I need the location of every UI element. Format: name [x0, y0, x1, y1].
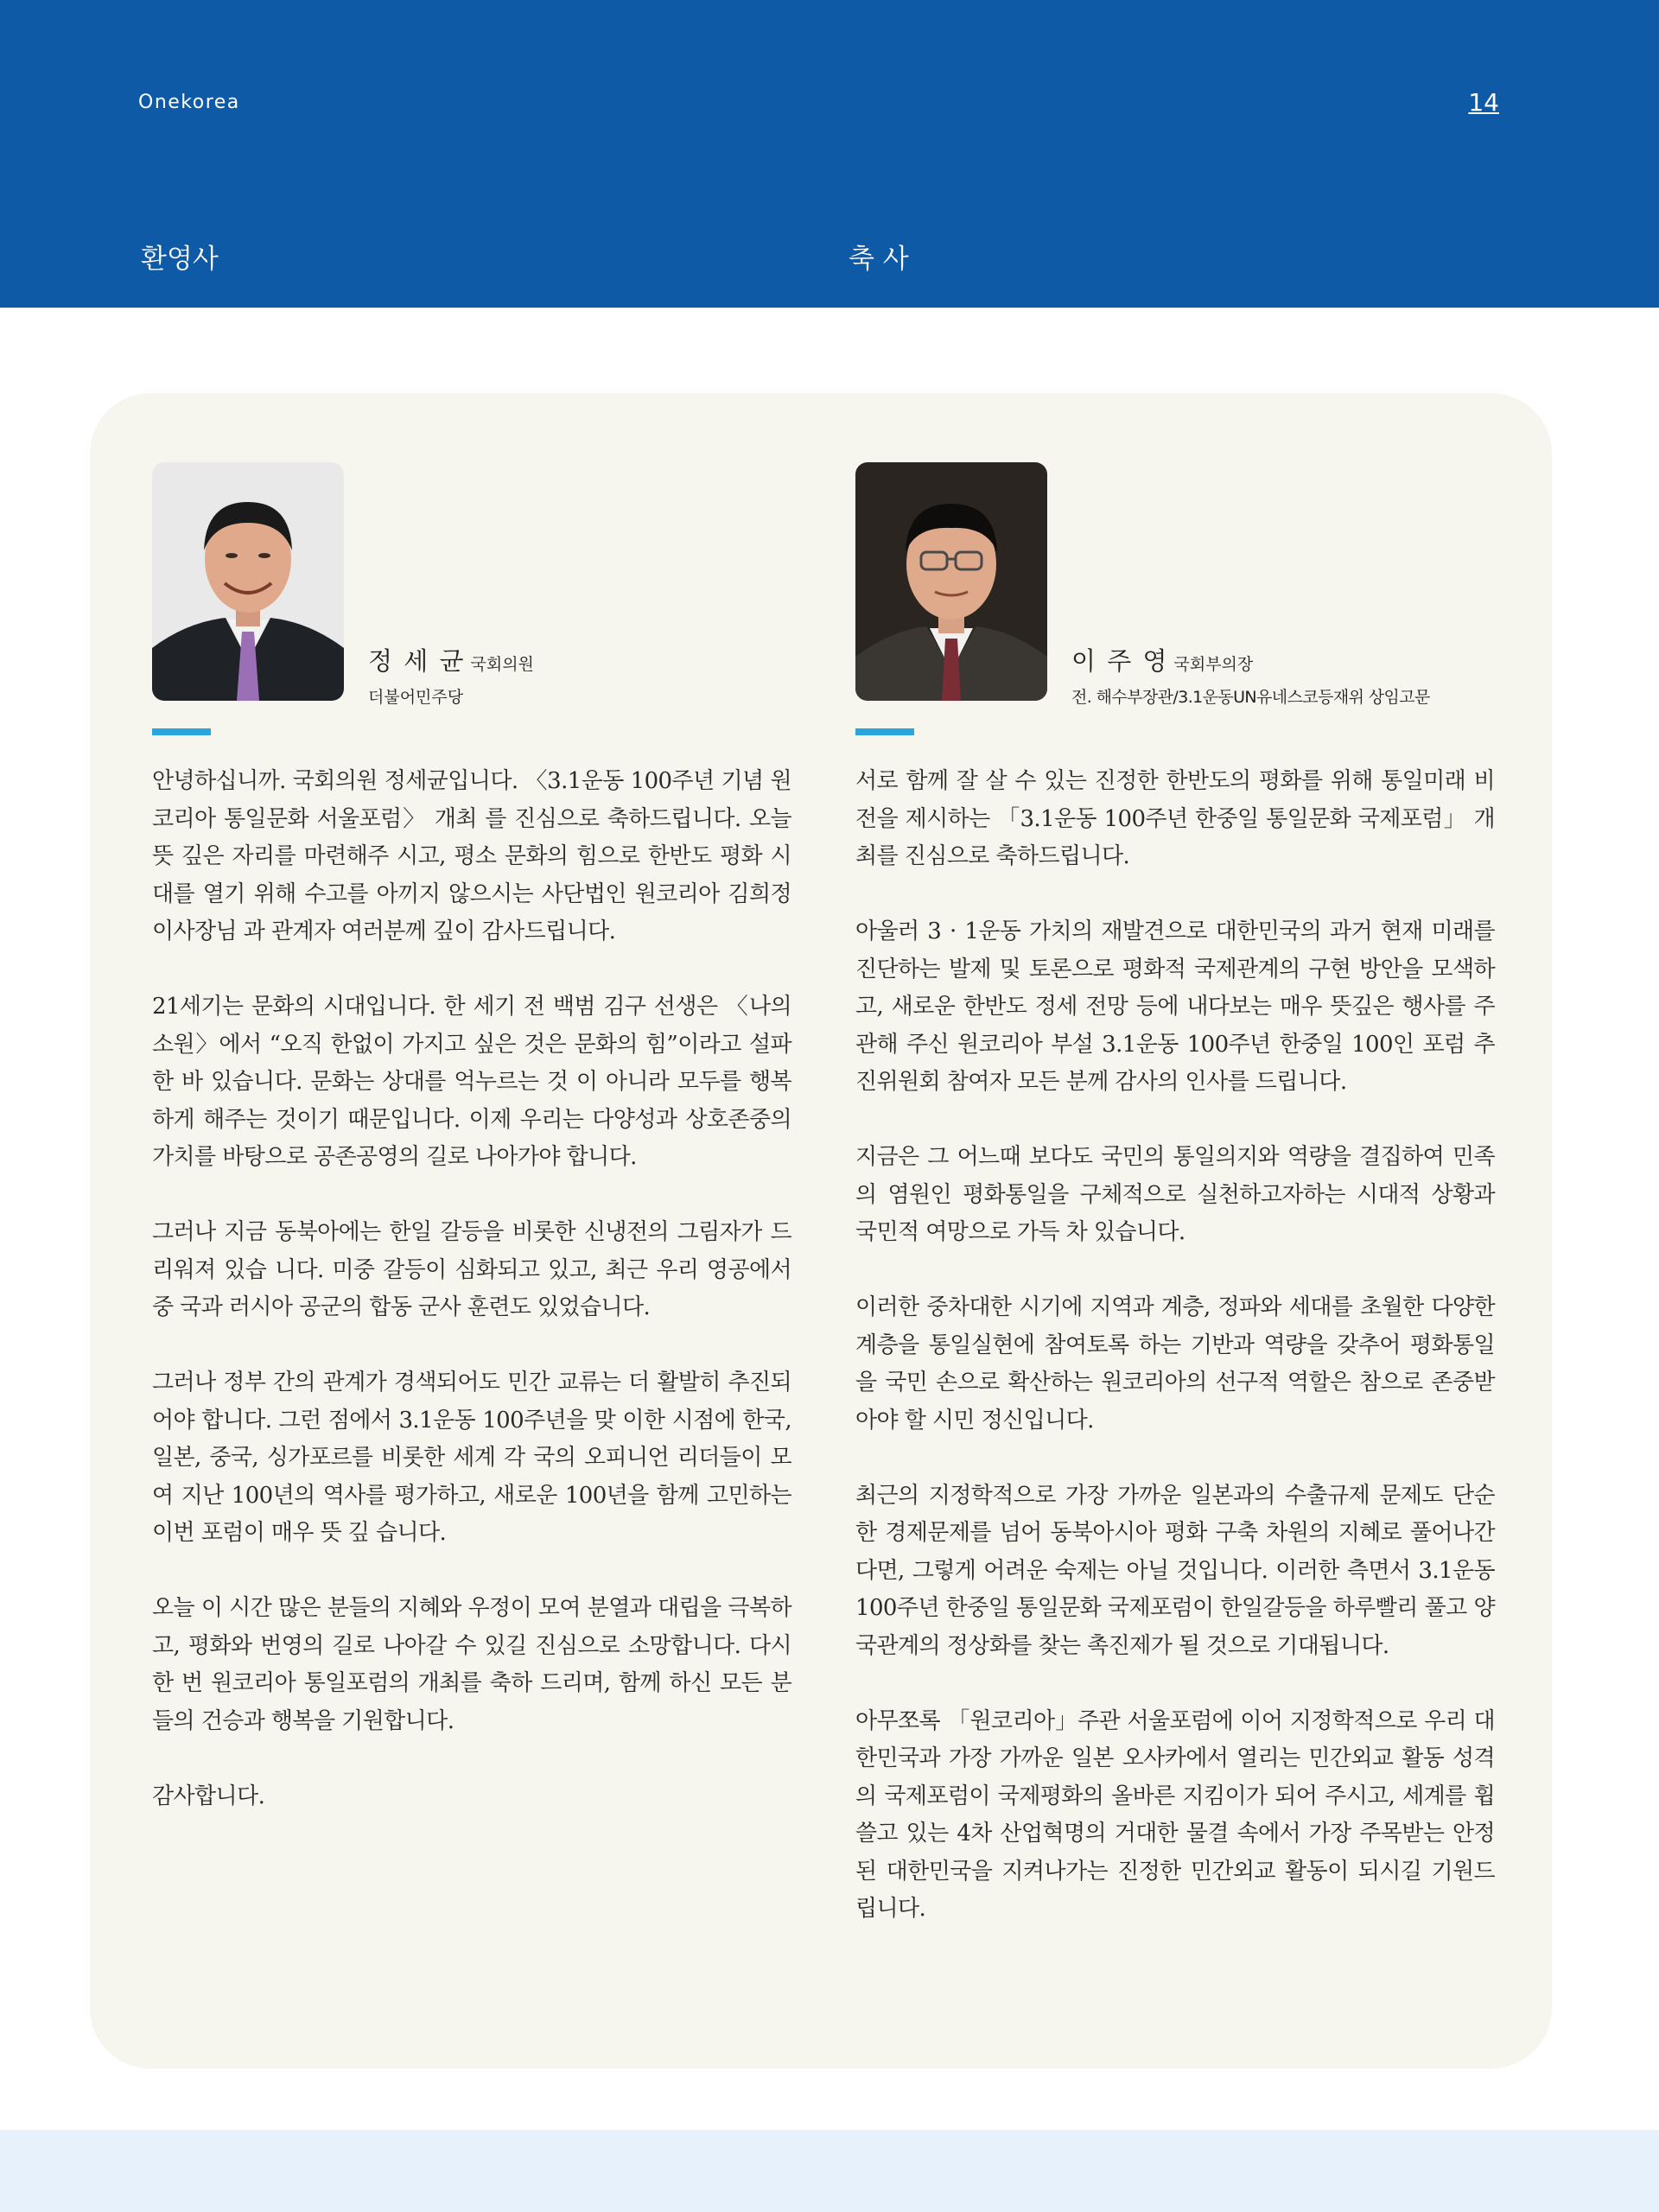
portrait-photo-left: [152, 462, 344, 701]
accent-bar: [152, 728, 211, 735]
brand-label: Onekorea: [138, 92, 240, 113]
paragraph: 이러한 중차대한 시기에 지역과 계층, 정파와 세대를 초월한 다양한 계층을 통일실현에 참여토록 하는 기반과 역량을 갖추어 평화통일을 국민 손으로 확산하는 원코리아의 선구적 역할은 참으로 존중받아야 할 시민 정신입니다.: [855, 1294, 1495, 1433]
paragraph: 감사합니다.: [152, 1783, 265, 1809]
paragraph: 서로 함께 잘 살 수 있는 진정한 한반도의 평화를 위해 통일미래 비전을 제시하는 「3.1운동 100주년 한중일 통일문화 국제포럼」 개최를 진심으로 축하드립니다.: [855, 768, 1495, 869]
paragraph: 최근의 지정학적으로 가장 가까운 일본과의 수출규제 문제도 단순한 경제문제를 넘어 동북아시아 평화 구축 차원의 지혜로 풀어나간다면, 그렇게 어려운 숙제는 아닐 것입니다. 이러한 측면서 3.1운동 100주년 한중일 통일문화 국제포럼이 한일갈등을 하루빨리 풀고 양국관계의 정상화를 찾는 촉진제가 될 것으로 기대됩니다.: [855, 1482, 1495, 1659]
paragraph: 그러나 지금 동북아에는 한일 갈등을 비롯한 신냉전의 그림자가 드리워져 있습 니다. 미중 갈등이 심화되고 있고, 최근 우리 영공에서 중 국과 러시아 공군의 합동 군사 훈련도 있었습니다.: [152, 1219, 791, 1320]
paragraph: 아울러 3 · 1운동 가치의 재발견으로 대한민국의 과거 현재 미래를 진단하는 발제 및 토론으로 평화적 국제관계의 구현 방안을 모색하고, 새로운 한반도 정세 전망 등에 내다보는 매우 뜻깊은 행사를 주관해 주신 원코리아 부설 3.1운동 100주년 한중일 100인 포럼 추진위원회 참여자 모든 분께 감사의 인사를 드립니다.: [855, 918, 1495, 1095]
speech-text-left: [152, 763, 791, 1815]
section-title-welcome: 환영사: [141, 244, 219, 275]
section-title-congrats: 축 사: [849, 244, 909, 275]
portrait-photo-right: [855, 462, 1047, 701]
paragraph: 안녕하십니까. 국회의원 정세균입니다. 〈3.1운동 100주년 기념 원코리아 통일문화 서울포럼〉 개최 를 진심으로 축하드립니다. 오늘 뜻 깊은 자리를 마련해주 시고, 평소 문화의 힘으로 한반도 평화 시대를 열기 위해 수고를 아끼지 않으시는 사단법인 원코리아 김희정 이사장님 과 관계자 여러분께 깊이 감사드립니다.: [152, 768, 791, 944]
speaker-affiliation: 더불어민주당: [368, 688, 464, 707]
accent-bar: [855, 728, 914, 735]
page-number: 14: [1468, 88, 1499, 117]
speaker-role: 국회의원: [470, 655, 534, 674]
paragraph: 21세기는 문화의 시대입니다. 한 세기 전 백범 김구 선생은 〈나의 소원〉에서 “오직 한없이 가지고 싶은 것은 문화의 힘”이라고 설파한 바 있습니다. 문화는 상대를 억누르는 것 이 아니라 모두를 행복하게 해주는 것이기 때문입니다. 이제 우리는 다양성과 상호존중의 가치를 바탕으로 공존공영의 길로 나아가야 합니다.: [152, 994, 791, 1170]
paragraph: 지금은 그 어느때 보다도 국민의 통일의지와 역량을 결집하여 민족의 염원인 평화통일을 구체적으로 실천하고자하는 시대적 상황과 국민적 여망으로 가득 차 있습니다.: [855, 1144, 1495, 1245]
paragraph: 그러나 정부 간의 관계가 경색되어도 민간 교류는 더 활발히 추진되어야 합니다. 그런 점에서 3.1운동 100주년을 맞 이한 시점에 한국, 일본, 중국, 싱가포르를 비롯한 세계 각 국의 오피니언 리더들이 모여 지난 100년의 역사를 평가하고, 새로운 100년을 함께 고민하는 이번 포럼이 매우 뜻 깊 습니다.: [152, 1370, 791, 1546]
speaker-name: 정 세 균: [368, 646, 466, 676]
speech-text-right: [855, 763, 1495, 1929]
speaker-info-right: [1071, 642, 1430, 708]
speaker-info-left: [368, 642, 534, 708]
header-banner: [0, 0, 1659, 308]
paragraph: 아무쪼록 「원코리아」주관 서울포럼에 이어 지정학적으로 우리 대한민국과 가장 가까운 일본 오사카에서 열리는 민간외교 활동 성격의 국제포럼이 국제평화의 올바른 지킴이가 되어 주시고, 세계를 휩쓸고 있는 4차 산업혁명의 거대한 물결 속에서 가장 주목받는 안정된 대한민국을 지켜나가는 진정한 민간외교 활동이 되시길 기원드립니다.: [855, 1707, 1495, 1922]
content-card: [90, 393, 1552, 2069]
speaker-affiliation: 전. 해수부장관/3.1운동UN유네스코등재위 상임고문: [1071, 688, 1430, 707]
speaker-role: 국회부의장: [1173, 655, 1254, 674]
footer-band: [0, 2130, 1659, 2212]
paragraph: 오늘 이 시간 많은 분들의 지혜와 우정이 모여 분열과 대립을 극복하고, 평화와 번영의 길로 나아갈 수 있길 진심으로 소망합니다. 다시 한 번 원코리아 통일포럼의 개최를 축하 드리며, 함께 하신 모든 분들의 건승과 행복을 기원합니다.: [152, 1595, 791, 1734]
speaker-name: 이 주 영: [1071, 646, 1169, 676]
